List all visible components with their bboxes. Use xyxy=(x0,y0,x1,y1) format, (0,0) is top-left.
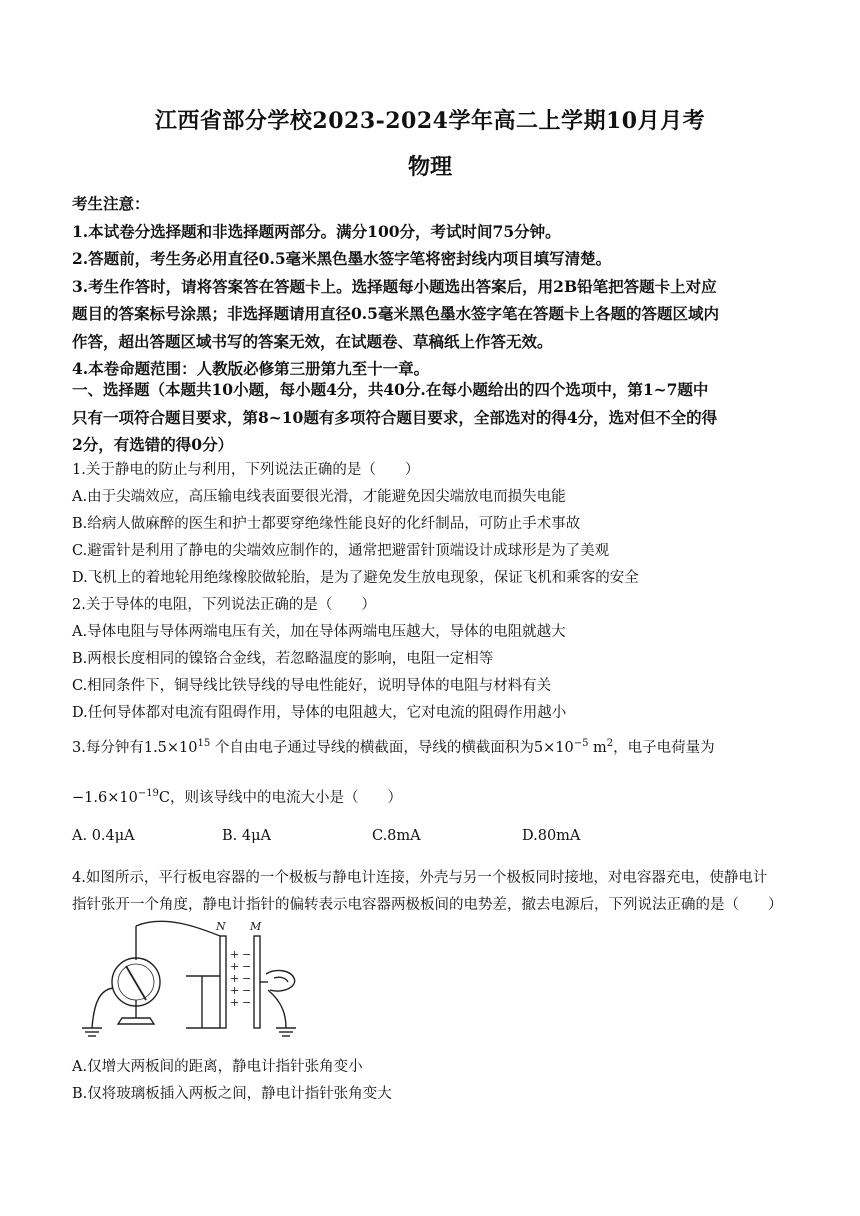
q3-stem-b: 个自由电子通过导线的横截面，导线的横截面积为 xyxy=(214,740,534,756)
label-m: M xyxy=(250,920,262,933)
exam-subject: 物理 xyxy=(407,154,452,180)
notice-heading: 考生注意： xyxy=(72,194,150,213)
plate-m xyxy=(254,936,260,1028)
electrometer-capacitor-figure xyxy=(70,918,310,1046)
q4-option-b: B.仅将玻璃板插入两板之间，静电计指针张角变大 xyxy=(72,1086,392,1102)
charge-minus: − xyxy=(242,948,252,961)
charge-minus: − xyxy=(242,996,252,1009)
q1-option-a: A.由于尖端效应，高压输电线表面要很光滑，才能避免因尖端放电而损失电能 xyxy=(72,489,566,505)
q3-option-d: D.80mA xyxy=(522,828,581,844)
charge-minus: − xyxy=(242,984,252,997)
section-line: 一、选择题（本题共10小题，每小题4分，共40分.在每小题给出的四个选项中，第1~7题中 xyxy=(72,380,709,399)
q3-stem-line1 xyxy=(72,736,802,757)
q1-option-b: B.给病人做麻醉的医生和护士都要穿绝缘性能良好的化纤制品，可防止手术事故 xyxy=(72,516,581,532)
q2-option-c: C.相同条件下，铜导线比铁导线的导电性能好，说明导体的电阻与材料有关 xyxy=(72,678,552,694)
notice-line: 3.考生作答时，请将答案答在答题卡上。选择题每小题选出答案后，用2B铅笔把答题卡上对应 xyxy=(72,276,717,296)
connecting-wire xyxy=(136,921,220,936)
q3-count: $1.5\times 10^{15}$ xyxy=(143,738,211,756)
notice-line: 1.本试卷分选择题和非选择题两部分。满分100分，考试时间75分钟。 xyxy=(72,221,561,241)
q3-stem-line2 xyxy=(72,786,802,807)
section-line: 2分，有选错的得0分） xyxy=(72,435,234,454)
notice-line: 题目的答案标号涂黑；非选择题请用直径0.5毫米黑色墨水签字笔在答题卡上各题的答题区域内 xyxy=(72,304,719,323)
q2-option-d: D.任何导体都对电流有阻碍作用，导体的电阻越大，它对电流的阻碍作用越小 xyxy=(72,705,567,721)
q4-option-a: A.仅增大两板间的距离，静电计指针张角变小 xyxy=(72,1059,363,1075)
q3-stem-c: ，电子电荷量为 xyxy=(613,740,715,756)
section-header xyxy=(72,376,794,459)
label-n: N xyxy=(216,920,226,933)
q2-option-a: A.导体电阻与导体两端电压有关，加在导体两端电压越大，导体的电阻就越大 xyxy=(72,624,566,640)
q2-stem: 2.关于导体的电阻，下列说法正确的是（ ） xyxy=(72,597,376,613)
q2-option-b: B.两根长度相同的镍铬合金线，若忽略温度的影响，电阻一定相等 xyxy=(72,651,494,667)
q4-stem-line2: 指针张开一个角度，静电计指针的偏转表示电容器两极板间的电势差，撤去电源后，下列说法正确的是（ ） xyxy=(72,897,783,913)
q3-option-b: B. 4μA xyxy=(222,828,271,844)
hand-icon xyxy=(266,971,295,992)
q1-stem: 1.关于静电的防止与利用，下列说法正确的是（ ） xyxy=(72,462,420,478)
q1-option-c: C.避雷针是利用了静电的尖端效应制作的，通常把避雷针顶端设计成球形是为了美观 xyxy=(72,543,610,559)
charge-plus: + xyxy=(230,948,240,961)
q4-stem-line1: 4.如图所示，平行板电容器的一个极板与静电计连接，外壳与另一个极板同时接地，对电容器充电，使静电计 xyxy=(72,870,768,886)
q3-option-c: C.8mA xyxy=(372,828,421,844)
notice-line: 作答，超出答题区域书写的答案无效，在试题卷、草稿纸上作答无效。 xyxy=(72,331,553,351)
q3-charge: $-1.6\times 10^{-19}C$ xyxy=(72,788,171,806)
notice-line: 2.答题前，考生务必用直径0.5毫米黑色墨水签字笔将密封线内项目填写清楚。 xyxy=(72,249,612,268)
charge-plus: + xyxy=(230,960,240,973)
q3-area: $5\times 10^{-5}$ $m^2$ xyxy=(533,738,614,756)
plate-n xyxy=(220,936,226,1028)
charge-plus: + xyxy=(230,972,240,985)
charge-plus: + xyxy=(230,996,240,1009)
notice-block xyxy=(72,190,792,383)
q3-option-a: A. 0.4μA xyxy=(72,828,135,844)
charge-minus: − xyxy=(242,960,252,973)
q3-stem-a: 3.每分钟有 xyxy=(72,740,144,756)
charge-plus: + xyxy=(230,984,240,997)
charge-minus: − xyxy=(242,972,252,985)
notice-line: 4.本卷命题范围：人教版必修第三册第九至十一章。 xyxy=(72,359,430,378)
exam-title: 江西省部分学校2023-2024学年高二上学期10月月考 xyxy=(154,108,706,134)
q3-stem-d: ，则该导线中的电流大小是（ ） xyxy=(170,790,403,806)
q1-option-d: D.飞机上的着地轮用绝缘橡胶做轮胎，是为了避免发生放电现象，保证飞机和乘客的安全 xyxy=(72,570,639,586)
section-line: 只有一项符合题目要求，第8~10题有多项符合题目要求，全部选对的得4分，选对但不全的得 xyxy=(72,407,718,427)
electrometer-needle xyxy=(126,966,146,1000)
